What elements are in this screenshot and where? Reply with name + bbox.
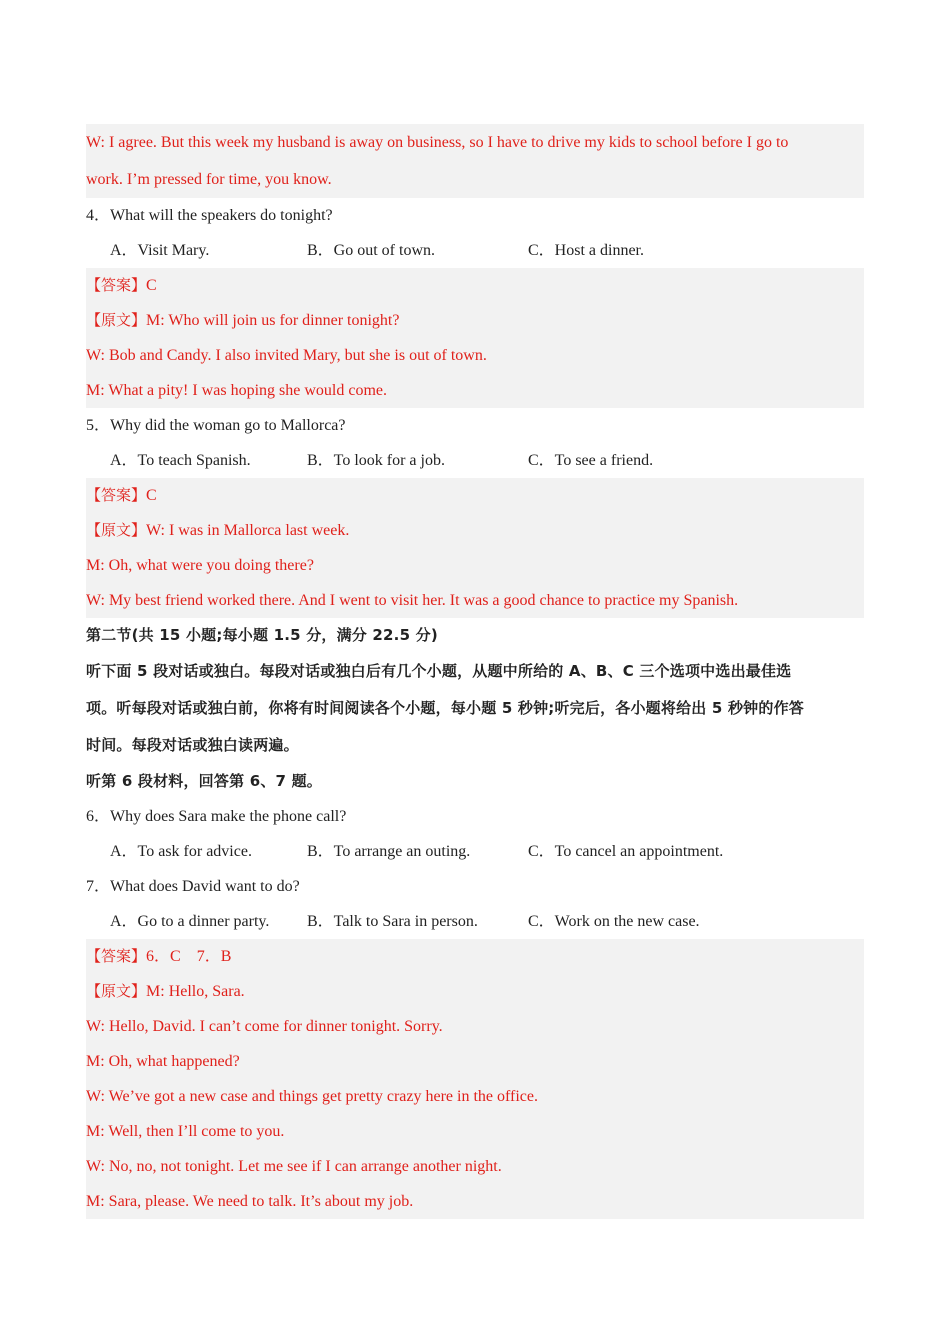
section-heading: 第二节(共 15 小题;每小题 1.5 分，满分 22.5 分) (86, 626, 438, 644)
answer-line (86, 478, 864, 513)
option-b: B．Talk to Sara in person. (307, 913, 478, 930)
answer-tag: 【答案】 (86, 276, 147, 294)
option-c: C．Host a dinner. (528, 242, 644, 259)
question-7: 7．What does David want to do? (86, 878, 300, 895)
transcript-line: W: I agree. But this week my husband is away on business, so I have to drive my kids to school before I go to (86, 134, 789, 151)
section-instructions-line: 听下面 5 段对话或独白。每段对话或独白后有几个小题，从题中所给的 A、B、C 三个选项中选出最佳选 (86, 662, 792, 680)
transcript-line: W: We’ve got a new case and things get pretty crazy here in the office. (86, 1088, 539, 1105)
material-heading: 听第 6 段材料，回答第 6、7 题。 (86, 772, 323, 790)
transcript-block-1 (86, 124, 864, 198)
transcript-line: W: No, no, not tonight. Let me see if I can arrange another night. (86, 1158, 502, 1175)
section-instructions-line: 时间。每段对话或独白读两遍。 (86, 736, 299, 754)
transcript-tag: 【原文】 (86, 521, 147, 539)
question-4: 4．What will the speakers do tonight? (86, 207, 333, 224)
answer-line (86, 268, 864, 303)
transcript-line: M: Oh, what happened? (86, 1053, 240, 1070)
option-a: A．Go to a dinner party. (110, 913, 270, 930)
transcript-tag: 【原文】 (86, 311, 147, 329)
option-c: C．To see a friend. (528, 452, 654, 469)
answer-value: C (146, 277, 157, 294)
option-b: B．To arrange an outing. (307, 843, 471, 860)
transcript-line: M: What a pity! I was hoping she would come. (86, 382, 387, 399)
answer-tag: 【答案】 (86, 486, 147, 504)
transcript-line: 【原文】M: Who will join us for dinner tonight? (86, 311, 400, 329)
transcript-line: work. I’m pressed for time, you know. (86, 171, 332, 188)
document-page (86, 124, 864, 1219)
question-7-options (86, 904, 864, 939)
transcript-tag: 【原文】 (86, 982, 147, 1000)
option-a: A．Visit Mary. (110, 242, 210, 259)
answer-line (86, 939, 864, 974)
transcript-line: 【原文】M: Hello, Sara. (86, 982, 245, 1000)
question-5: 5．Why did the woman go to Mallorca? (86, 417, 346, 434)
section-instructions-line: 项。听每段对话或独白前，你将有时间阅读各个小题，每小题 5 秒钟;听完后，各小题将给出 5 秒钟的作答 (86, 699, 804, 717)
transcript-line: M: Well, then I’ll come to you. (86, 1123, 285, 1140)
transcript-line: M: Sara, please. We need to talk. It’s about my job. (86, 1193, 414, 1210)
option-a: A．To ask for advice. (110, 843, 252, 860)
option-c: C．Work on the new case. (528, 913, 700, 930)
question-6: 6．Why does Sara make the phone call? (86, 808, 347, 825)
transcript-line: M: Oh, what were you doing there? (86, 557, 314, 574)
answer-tag: 【答案】 (86, 947, 147, 965)
answer-block-4 (86, 268, 864, 408)
answer-value: C (146, 487, 157, 504)
transcript-line: 【原文】W: I was in Mallorca last week. (86, 521, 350, 539)
transcript-line: W: My best friend worked there. And I went to visit her. It was a good chance to practice my Spanish. (86, 592, 739, 609)
question-6-options (86, 834, 864, 869)
answer-value: 6．C 7．B (146, 948, 232, 965)
option-a: A．To teach Spanish. (110, 452, 251, 469)
transcript-line: W: Bob and Candy. I also invited Mary, but she is out of town. (86, 347, 487, 364)
option-b: B．To look for a job. (307, 452, 445, 469)
option-b: B．Go out of town. (307, 242, 436, 259)
transcript-line: W: Hello, David. I can’t come for dinner tonight. Sorry. (86, 1018, 443, 1035)
answer-block-6-7 (86, 939, 864, 1219)
question-4-options (86, 233, 864, 268)
question-5-options (86, 443, 864, 478)
answer-block-5 (86, 478, 864, 618)
option-c: C．To cancel an appointment. (528, 843, 724, 860)
